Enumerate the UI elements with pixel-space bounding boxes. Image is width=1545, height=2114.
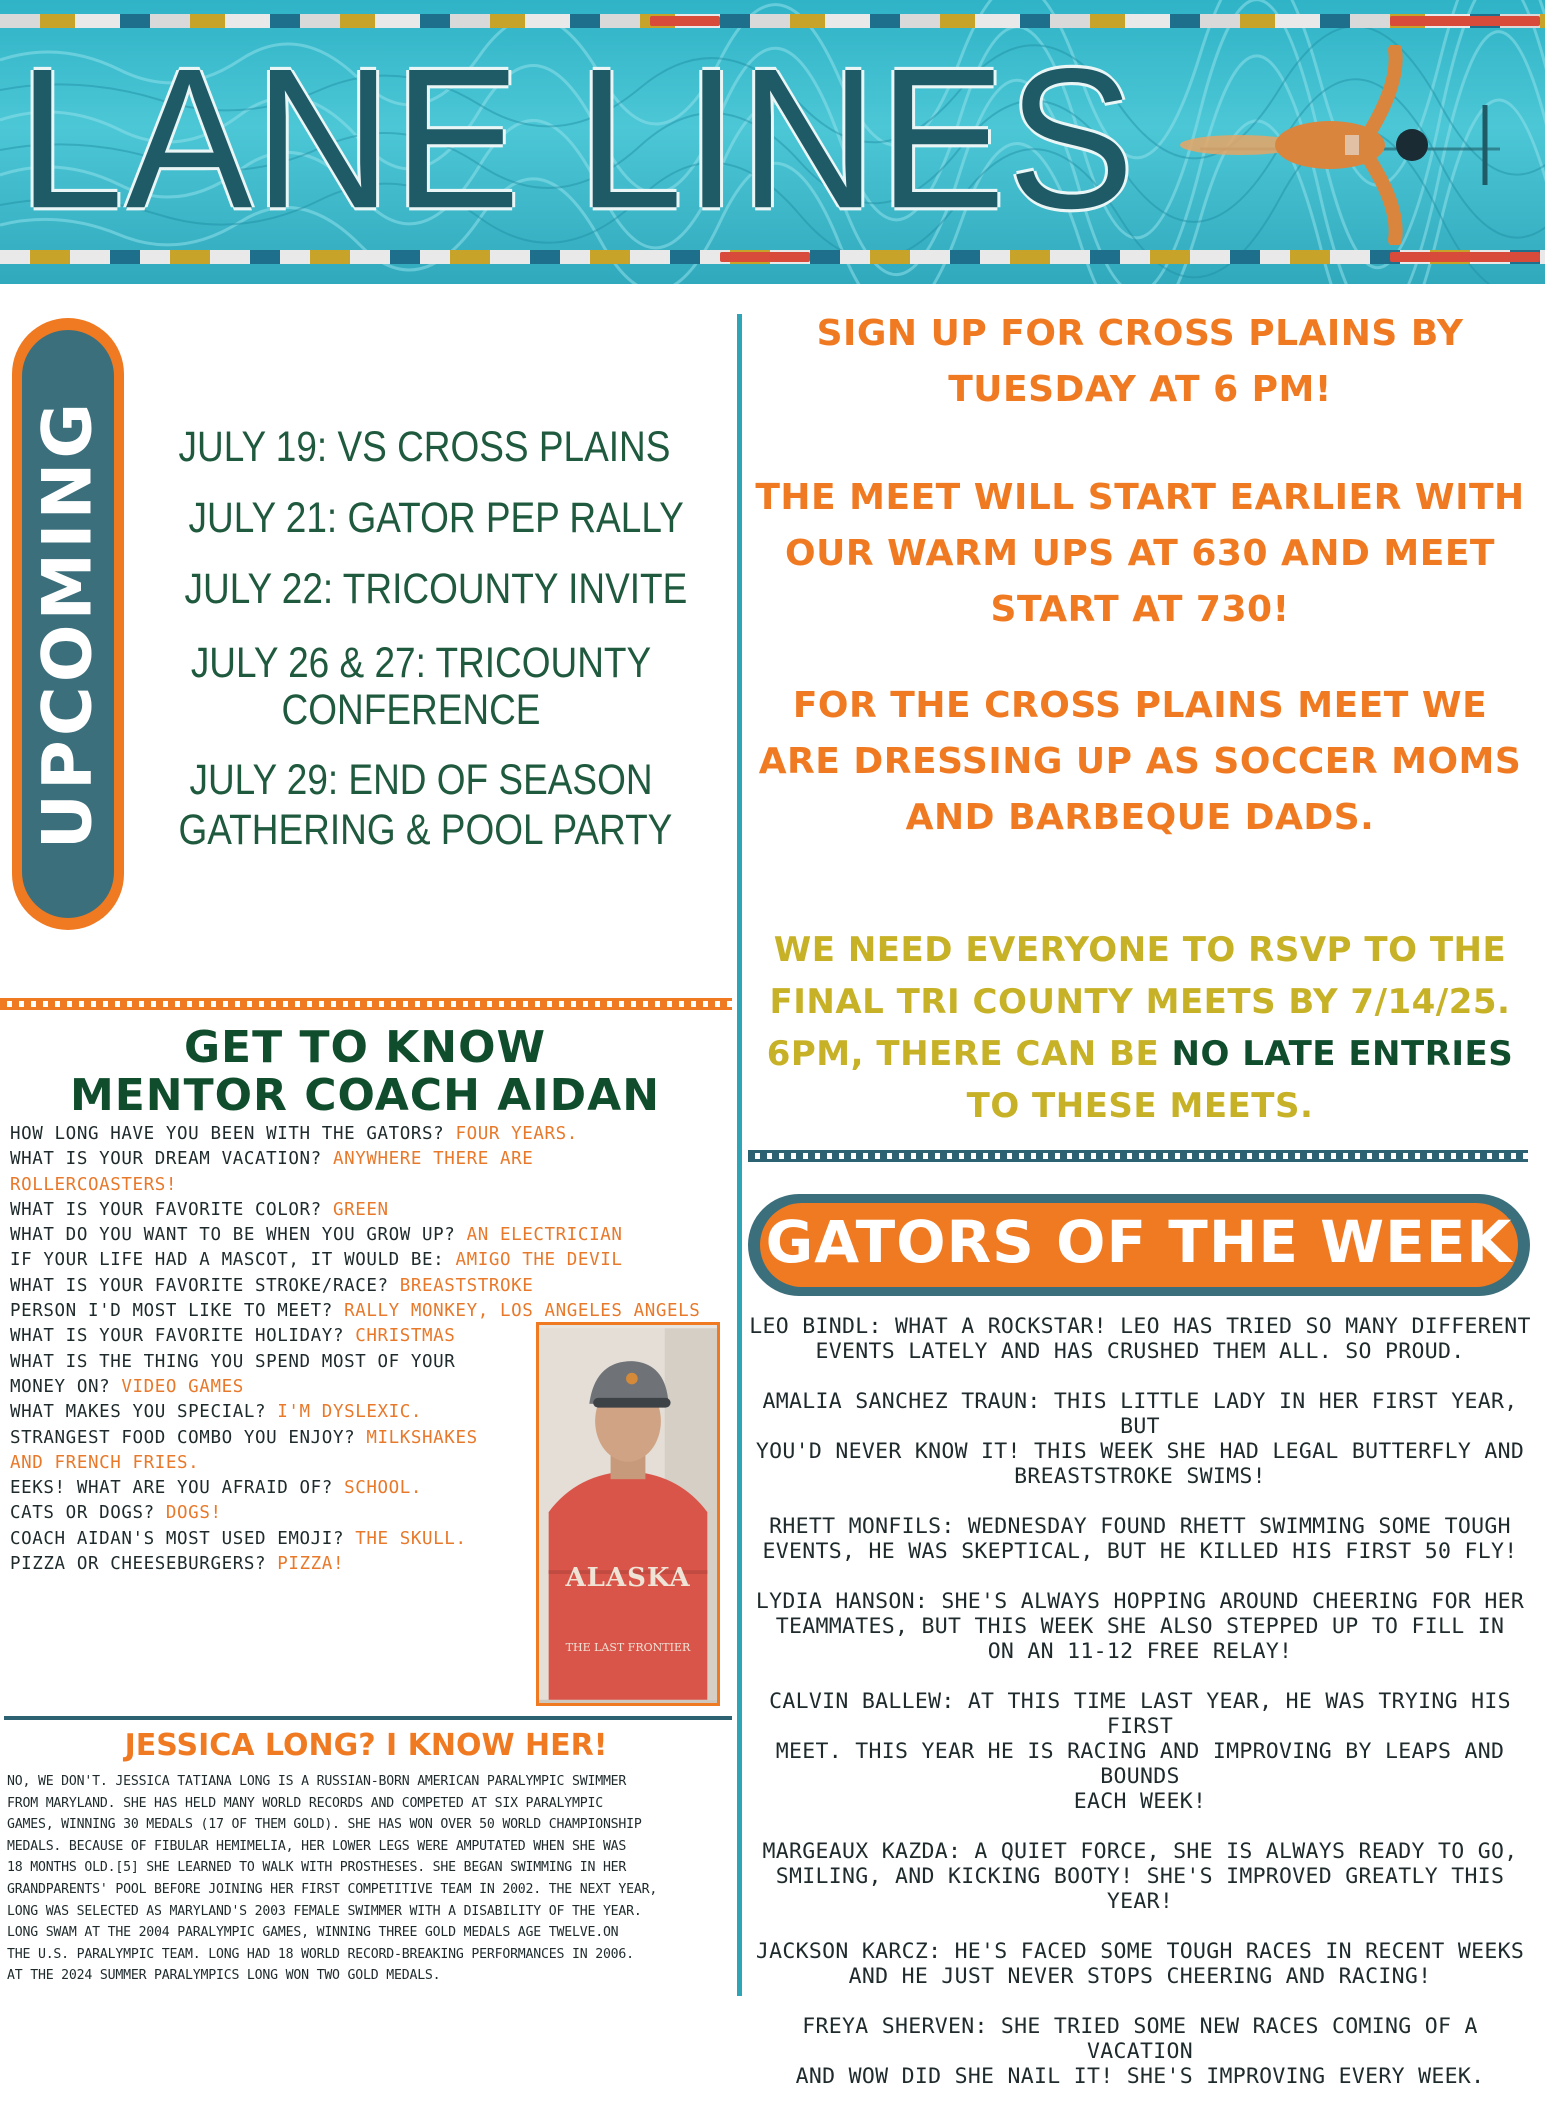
article-line: GRANDPARENTS' POOL BEFORE JOINING HER FIRST COMPETITIVE TEAM IN 2002. THE NEXT YEAR, bbox=[7, 1881, 658, 1897]
get-to-know-title-line: MENTOR COACH AIDAN bbox=[69, 1070, 661, 1121]
shirt-text: ALASKA bbox=[565, 1563, 691, 1593]
qa-answer: AMIGO THE DEVIL bbox=[455, 1250, 623, 1271]
meet-time-line: OUR WARM UPS AT 630 AND MEET bbox=[784, 533, 1495, 574]
gators-week-list bbox=[748, 1314, 1532, 2114]
gator-entry bbox=[748, 1939, 1532, 1989]
rsvp-text: 6PM, THERE CAN BE bbox=[766, 1034, 1172, 1074]
event-item: GATHERING & POOL PARTY bbox=[178, 806, 673, 854]
swimmer-icon bbox=[1180, 45, 1510, 245]
gator-entry-line: EACH WEEK! bbox=[1073, 1789, 1207, 1814]
qa-line bbox=[10, 1299, 730, 1324]
qa-line bbox=[10, 1147, 730, 1172]
qa-question: WHAT MAKES YOU SPECIAL? bbox=[10, 1402, 278, 1423]
qa-answer: AND FRENCH FRIES. bbox=[10, 1452, 200, 1473]
article-line: MEDALS. BECAUSE OF FIBULAR HEMIMELIA, HER LOWER LEGS WERE AMPUTATED WHEN SHE WAS bbox=[7, 1838, 627, 1854]
event-item: JULY 21: GATOR PEP RALLY bbox=[188, 494, 684, 542]
qa-answer: SCHOOL. bbox=[344, 1478, 423, 1499]
qa-question: WHAT IS YOUR FAVORITE STROKE/RACE? bbox=[10, 1275, 400, 1296]
qa-answer: ANYWHERE THERE ARE bbox=[332, 1149, 534, 1170]
teal-dashed-divider bbox=[748, 1150, 1528, 1162]
lane-rope-red-segment bbox=[1390, 16, 1540, 26]
qa-question: IF YOUR LIFE HAD A MASCOT, IT WOULD BE: bbox=[10, 1250, 456, 1271]
gator-entry bbox=[748, 1514, 1532, 1564]
gators-week-heading: GATORS OF THE WEEK bbox=[765, 1208, 1513, 1276]
gator-entry-line: JACKSON KARCZ: HE'S FACED SOME TOUGH RACES IN RECENT WEEKS bbox=[755, 1939, 1525, 1964]
qa-line bbox=[10, 1274, 730, 1299]
qa-answer: FOUR YEARS. bbox=[455, 1124, 578, 1144]
article-line: FROM MARYLAND. SHE HAS HELD MANY WORLD RECORDS AND COMPETED AT SIX PARALYMPIC bbox=[7, 1795, 603, 1811]
qa-question: WHAT IS THE THING YOU SPEND MOST OF YOUR bbox=[10, 1351, 456, 1372]
dress-up-line: ARE DRESSING UP AS SOCCER MOMS bbox=[758, 741, 1522, 782]
qa-question: STRANGEST FOOD COMBO YOU ENJOY? bbox=[10, 1427, 367, 1448]
dress-up-line: FOR THE CROSS PLAINS MEET WE bbox=[792, 685, 1488, 726]
event-item: JULY 26 & 27: TRICOUNTY bbox=[190, 639, 652, 687]
gator-entry-line: LYDIA HANSON: SHE'S ALWAYS HOPPING AROUND CHEERING FOR HER bbox=[755, 1589, 1525, 1614]
qa-question: MONEY ON? bbox=[10, 1376, 122, 1397]
article-line: AT THE 2024 SUMMER PARALYMPICS LONG WON TWO GOLD MEDALS. bbox=[7, 1968, 441, 1984]
get-to-know-heading bbox=[0, 1024, 730, 1120]
section-divider bbox=[4, 1716, 732, 1720]
qa-question: PERSON I'D MOST LIKE TO MEET? bbox=[10, 1301, 345, 1322]
qa-question: WHAT IS YOUR FAVORITE COLOR? bbox=[10, 1199, 333, 1220]
lane-rope-top bbox=[0, 14, 1545, 28]
article-line: GAMES, WINNING 30 MEDALS (17 OF THEM GOLD). SHE HAS WON OVER 50 WORLD CHAMPIONSHIP bbox=[7, 1817, 642, 1833]
event-item: JULY 19: VS CROSS PLAINS bbox=[178, 423, 671, 471]
gator-entry-line: SMILING, AND KICKING BOOTY! SHE'S IMPROVED GREATLY THIS YEAR! bbox=[775, 1864, 1505, 1914]
signup-line: SIGN UP FOR CROSS PLAINS BY bbox=[816, 313, 1464, 354]
dress-up-notice bbox=[745, 678, 1535, 846]
meet-time-line: START AT 730! bbox=[990, 589, 1290, 630]
qa-answer: VIDEO GAMES bbox=[121, 1376, 244, 1397]
qa-line bbox=[10, 1223, 730, 1248]
qa-question: WHAT IS YOUR DREAM VACATION? bbox=[10, 1149, 333, 1170]
qa-answer: GREEN bbox=[332, 1199, 389, 1220]
qa-question: EEKS! WHAT ARE YOU AFRAID OF? bbox=[10, 1478, 345, 1499]
meet-time-line: THE MEET WILL START EARLIER WITH bbox=[755, 477, 1525, 518]
article-line: THE U.S. PARALYMPIC TEAM. LONG HAD 18 WORLD RECORD-BREAKING PERFORMANCES IN 2006. bbox=[7, 1946, 634, 1962]
gator-entry-line: RHETT MONFILS: WEDNESDAY FOUND RHETT SWIMMING SOME TOUGH bbox=[769, 1514, 1511, 1539]
gator-entry-line: FREYA SHERVEN: SHE TRIED SOME NEW RACES COMING OF A VACATION bbox=[802, 2014, 1478, 2064]
qa-question: PIZZA OR CHEESEBURGERS? bbox=[10, 1554, 278, 1575]
gator-entry bbox=[748, 1389, 1532, 1489]
rsvp-notice bbox=[745, 924, 1535, 1132]
meet-time-notice bbox=[745, 470, 1535, 638]
gator-entry-line: EVENTS LATELY AND HAS CRUSHED THEM ALL. SO PROUD. bbox=[815, 1339, 1465, 1364]
jessica-long-article bbox=[7, 1771, 735, 1987]
qa-question: WHAT DO YOU WANT TO BE WHEN YOU GROW UP? bbox=[10, 1225, 467, 1246]
gator-entry-line: AMALIA SANCHEZ TRAUN: THIS LITTLE LADY IN HER FIRST YEAR, BUT bbox=[762, 1389, 1518, 1439]
header-banner bbox=[0, 0, 1545, 284]
gator-entry-line: AND WOW DID SHE NAIL IT! SHE'S IMPROVING EVERY WEEK. bbox=[795, 2064, 1485, 2089]
event-item: JULY 22: TRICOUNTY INVITE bbox=[184, 565, 688, 613]
gator-entry-line: YOU'D NEVER KNOW IT! THIS WEEK SHE HAD LEGAL BUTTERFLY AND bbox=[755, 1439, 1525, 1464]
qa-answer: PIZZA! bbox=[277, 1554, 345, 1575]
shirt-subtext: THE LAST FRONTIER bbox=[565, 1641, 691, 1654]
gator-entry bbox=[748, 1689, 1532, 1814]
gator-entry-line: ON AN 11-12 FREE RELAY! bbox=[987, 1639, 1293, 1664]
rsvp-line: WE NEED EVERYONE TO RSVP TO THE bbox=[773, 930, 1507, 970]
article-line: LONG WAS SELECTED AS MARYLAND'S 2003 FEMALE SWIMMER WITH A DISABILITY OF THE YEAR. bbox=[7, 1903, 642, 1919]
qa-answer: CHRISTMAS bbox=[355, 1326, 456, 1347]
orange-dashed-divider bbox=[0, 998, 732, 1010]
coach-photo bbox=[536, 1322, 720, 1706]
qa-question: COACH AIDAN'S MOST USED EMOJI? bbox=[10, 1528, 356, 1549]
qa-answer: DOGS! bbox=[165, 1503, 222, 1524]
gator-entry bbox=[748, 2014, 1532, 2089]
newsletter-title: LANE LINES bbox=[18, 27, 1137, 251]
gator-entry-line: BREASTSTROKE SWIMS! bbox=[1014, 1464, 1266, 1489]
gator-entry-line: EVENTS, HE WAS SKEPTICAL, BUT HE KILLED HIS FIRST 50 FLY! bbox=[762, 1539, 1518, 1564]
no-late-entries-text: NO LATE ENTRIES bbox=[1171, 1034, 1514, 1074]
signup-notice bbox=[745, 306, 1535, 418]
qa-answer: MILKSHAKES bbox=[366, 1427, 478, 1448]
get-to-know-title-line: GET TO KNOW bbox=[183, 1022, 547, 1073]
qa-line bbox=[10, 1198, 730, 1223]
signup-line: TUESDAY AT 6 PM! bbox=[948, 369, 1332, 410]
qa-answer: RALLY MONKEY, LOS ANGELES ANGELS bbox=[344, 1301, 701, 1322]
vertical-divider bbox=[737, 314, 742, 1996]
event-item: CONFERENCE bbox=[281, 686, 541, 734]
rsvp-line bbox=[745, 1028, 1535, 1080]
gator-entry-line: TEAMMATES, BUT THIS WEEK SHE ALSO STEPPED UP TO FILL IN bbox=[775, 1614, 1505, 1639]
qa-question: HOW LONG HAVE YOU BEEN WITH THE GATORS? bbox=[10, 1124, 456, 1144]
gator-entry-line: CALVIN BALLEW: AT THIS TIME LAST YEAR, HE WAS TRYING HIS FIRST bbox=[769, 1689, 1511, 1739]
gator-entry bbox=[748, 1314, 1532, 1364]
qa-answer: AN ELECTRICIAN bbox=[466, 1225, 623, 1246]
rsvp-line: FINAL TRI COUNTY MEETS BY 7/14/25. bbox=[769, 982, 1511, 1022]
article-line: LONG SWAM AT THE 2004 PARALYMPIC GAMES, WINNING THREE GOLD MEDALS AGE TWELVE.ON bbox=[7, 1925, 619, 1941]
dress-up-line: AND BARBEQUE DADS. bbox=[905, 797, 1375, 838]
upcoming-label: UPCOMING bbox=[28, 398, 108, 850]
gator-entry-line: MARGEAUX KAZDA: A QUIET FORCE, SHE IS ALWAYS READY TO GO, bbox=[762, 1839, 1518, 1864]
gator-entry-line: MEET. THIS YEAR HE IS RACING AND IMPROVING BY LEAPS AND BOUNDS bbox=[775, 1739, 1505, 1789]
event-item: JULY 29: END OF SEASON bbox=[189, 756, 653, 804]
rsvp-line: TO THESE MEETS. bbox=[966, 1086, 1314, 1126]
article-line: 18 MONTHS OLD.[5] SHE LEARNED TO WALK WITH PROSTHESES. SHE BEGAN SWIMMING IN HER bbox=[7, 1860, 627, 1876]
gator-entry-line: LEO BINDL: WHAT A ROCKSTAR! LEO HAS TRIED SO MANY DIFFERENT bbox=[749, 1314, 1531, 1339]
lane-rope-red-segment bbox=[650, 16, 720, 26]
qa-answer: ROLLERCOASTERS! bbox=[10, 1174, 178, 1195]
lane-rope-red-segment bbox=[720, 252, 810, 262]
qa-line bbox=[10, 1248, 730, 1273]
jessica-long-heading: JESSICA LONG? I KNOW HER! bbox=[124, 1728, 608, 1763]
qa-question: CATS OR DOGS? bbox=[10, 1503, 166, 1524]
qa-answer: THE SKULL. bbox=[355, 1528, 467, 1549]
qa-line bbox=[10, 1173, 730, 1198]
qa-question: WHAT IS YOUR FAVORITE HOLIDAY? bbox=[10, 1326, 356, 1347]
lane-rope-red-segment bbox=[1390, 252, 1540, 262]
qa-line bbox=[10, 1122, 730, 1147]
gator-entry bbox=[748, 1839, 1532, 1914]
qa-answer: BREASTSTROKE bbox=[399, 1275, 534, 1296]
gator-entry bbox=[748, 1589, 1532, 1664]
article-line: NO, WE DON'T. JESSICA TATIANA LONG IS A RUSSIAN-BORN AMERICAN PARALYMPIC SWIMMER bbox=[7, 1774, 627, 1789]
gator-entry-line: AND HE JUST NEVER STOPS CHEERING AND RACING! bbox=[848, 1964, 1432, 1989]
qa-answer: I'M DYSLEXIC. bbox=[277, 1402, 423, 1423]
